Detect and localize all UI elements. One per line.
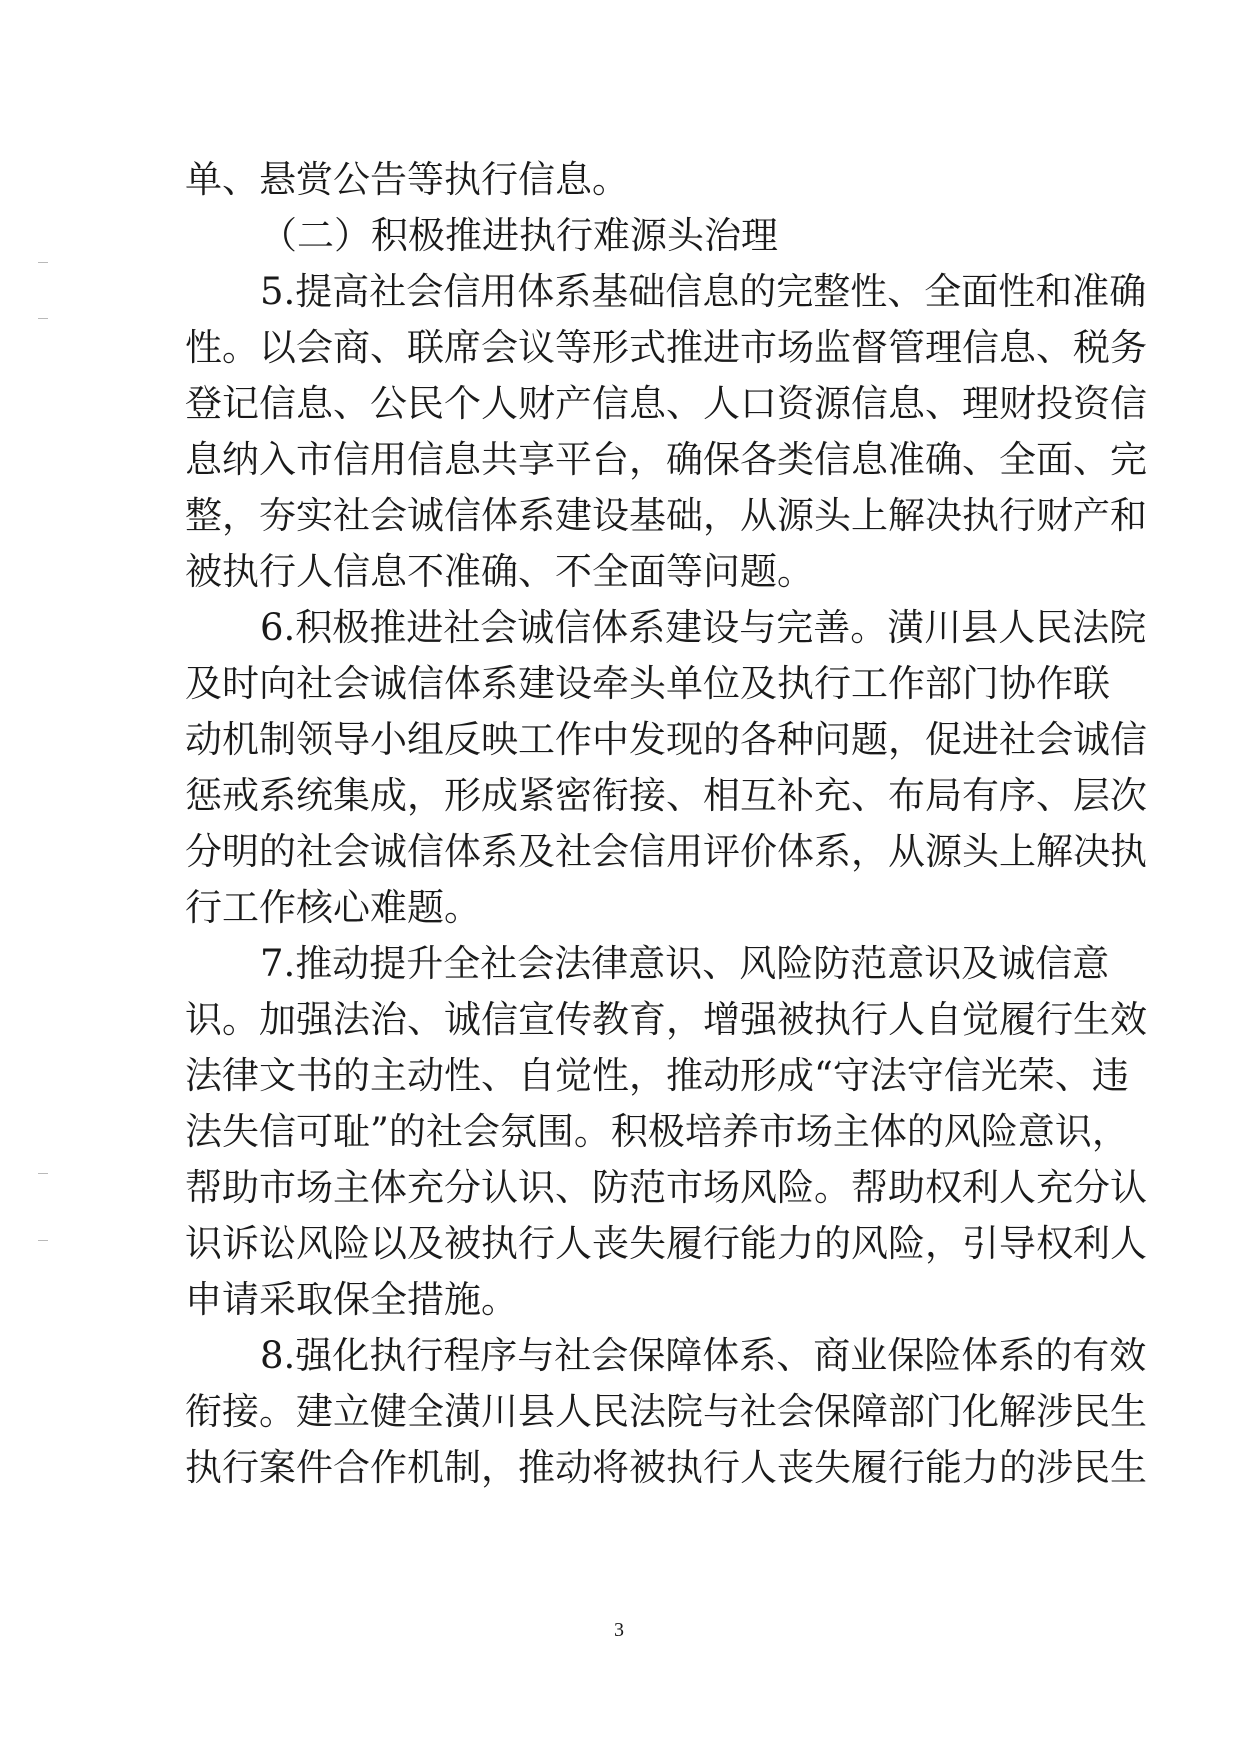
body-text-line: 帮助市场主体充分认识、防范市场风险。帮助权利人充分认 — [185, 1166, 1147, 1209]
body-text-line: 行工作核心难题。 — [185, 886, 481, 929]
body-text-line: 被执行人信息不准确、不全面等问题。 — [185, 550, 814, 593]
scan-margin-mark — [38, 318, 48, 319]
body-text-line: 7.推动提升全社会法律意识、风险防范意识及诚信意 — [260, 942, 1110, 985]
body-text-line: 6.积极推进社会诚信体系建设与完善。潢川县人民法院 — [260, 606, 1147, 649]
scan-margin-mark — [38, 1173, 48, 1174]
body-text-line: 息纳入市信用信息共享平台，确保各类信息准确、全面、完 — [185, 438, 1147, 481]
body-text-line: 惩戒系统集成，形成紧密衔接、相互补充、布局有序、层次 — [185, 774, 1147, 817]
body-text-line: 识诉讼风险以及被执行人丧失履行能力的风险，引导权利人 — [185, 1222, 1147, 1265]
body-text-line: 执行案件合作机制，推动将被执行人丧失履行能力的涉民生 — [185, 1446, 1147, 1489]
body-text-line: 整，夯实社会诚信体系建设基础，从源头上解决执行财产和 — [185, 494, 1147, 537]
body-text-line: 法律文书的主动性、自觉性，推动形成“守法守信光荣、违 — [185, 1054, 1129, 1097]
body-text-line: 性。以会商、联席会议等形式推进市场监督管理信息、税务 — [185, 326, 1147, 369]
body-text-line: 5.提高社会信用体系基础信息的完整性、全面性和准确 — [260, 270, 1147, 313]
scan-margin-mark — [38, 262, 48, 263]
body-text-line: 识。加强法治、诚信宣传教育，增强被执行人自觉履行生效 — [185, 998, 1147, 1041]
body-text-line: 法失信可耻”的社会氛围。积极培养市场主体的风险意识， — [185, 1110, 1129, 1153]
body-text-line: 8.强化执行程序与社会保障体系、商业保险体系的有效 — [260, 1334, 1147, 1377]
body-text-line: 分明的社会诚信体系及社会信用评价体系，从源头上解决执 — [185, 830, 1147, 873]
body-text-line: 及时向社会诚信体系建设牵头单位及执行工作部门协作联 — [185, 662, 1110, 705]
body-text-line: 动机制领导小组反映工作中发现的各种问题，促进社会诚信 — [185, 718, 1147, 761]
scan-margin-mark — [38, 1240, 48, 1241]
body-text-line: 单、悬赏公告等执行信息。 — [185, 158, 629, 201]
body-text-line: 登记信息、公民个人财产信息、人口资源信息、理财投资信 — [185, 382, 1147, 425]
body-text-line: 申请采取保全措施。 — [185, 1278, 518, 1321]
page-number: 3 — [614, 1619, 624, 1641]
section-heading: （二）积极推进执行难源头治理 — [260, 214, 778, 257]
body-text-line: 衔接。建立健全潢川县人民法院与社会保障部门化解涉民生 — [185, 1390, 1147, 1433]
